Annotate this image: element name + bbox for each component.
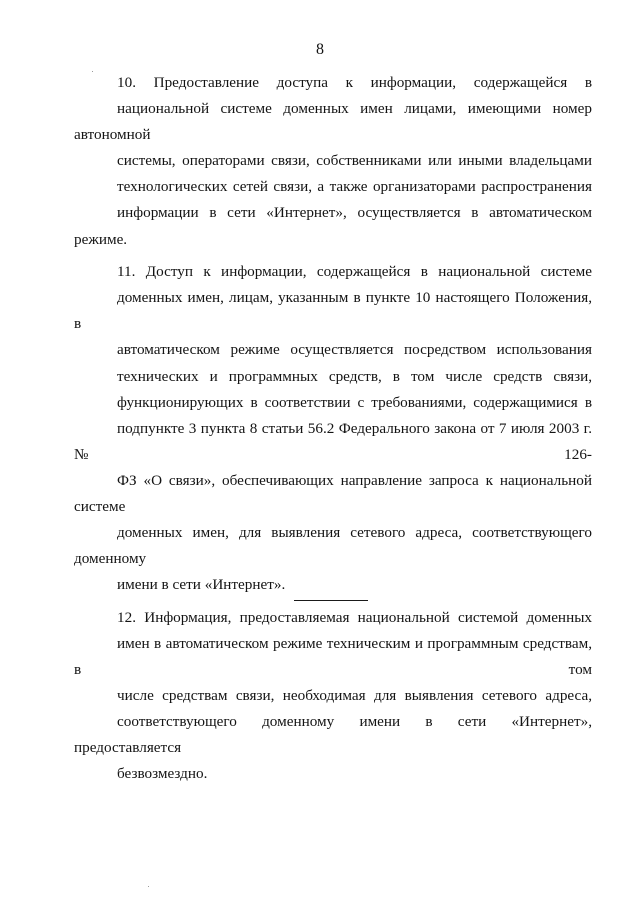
text-line: подпункте 3 пункта 8 статьи 56.2 Федерального закона от 7 июля 2003 г. № 126-: [74, 419, 592, 463]
scan-speck: [148, 886, 149, 887]
paragraph-10: [74, 70, 592, 253]
closing-separator-line: [294, 600, 368, 601]
text-line: национальной системе доменных имен лицами, имеющими номер автономной: [74, 100, 592, 144]
paragraph-11: [74, 259, 592, 598]
text-line: числе средствам связи, необходимая для выявления сетевого адреса,: [117, 687, 592, 705]
text-line: имен в автоматическом режиме техническим и программным средствам, в том: [74, 634, 592, 679]
text-line: имени в сети «Интернет».: [117, 576, 286, 594]
paragraph-12: [74, 605, 592, 788]
text-line: технических и программных средств, в том числе средств связи,: [117, 367, 592, 385]
text-line: доменных имен, лицам, указанным в пункте 10 настоящего Положения, в: [74, 289, 592, 333]
text-line: технологических сетей связи, а также организаторами распространения: [117, 178, 592, 196]
scan-speck: [92, 71, 93, 72]
page-number: 8: [316, 41, 324, 58]
text-line: доменных имен, для выявления сетевого адреса, соответствующего доменному: [74, 524, 592, 568]
text-line: информации в сети «Интернет», осуществляется в автоматическом режиме.: [74, 204, 592, 248]
text-line: 12. Информация, предоставляемая национальной системой доменных: [117, 608, 592, 626]
text-line: 10. Предоставление доступа к информации, содержащейся в: [117, 74, 592, 91]
text-line: системы, операторами связи, собственниками или иными владельцами: [117, 152, 592, 170]
document-body: [74, 70, 592, 794]
text-line: ФЗ «О связи», обеспечивающих направление запроса к национальной системе: [74, 471, 592, 515]
text-line: автоматическом режиме осуществляется посредством использования: [117, 341, 592, 359]
text-line: функционирующих в соответствии с требованиями, содержащимися в: [117, 393, 592, 411]
text-line: соответствующего доменному имени в сети «Интернет», предоставляется: [74, 713, 592, 757]
text-line: 11. Доступ к информации, содержащейся в национальной системе: [117, 263, 592, 281]
text-line: безвозмездно.: [117, 765, 208, 783]
